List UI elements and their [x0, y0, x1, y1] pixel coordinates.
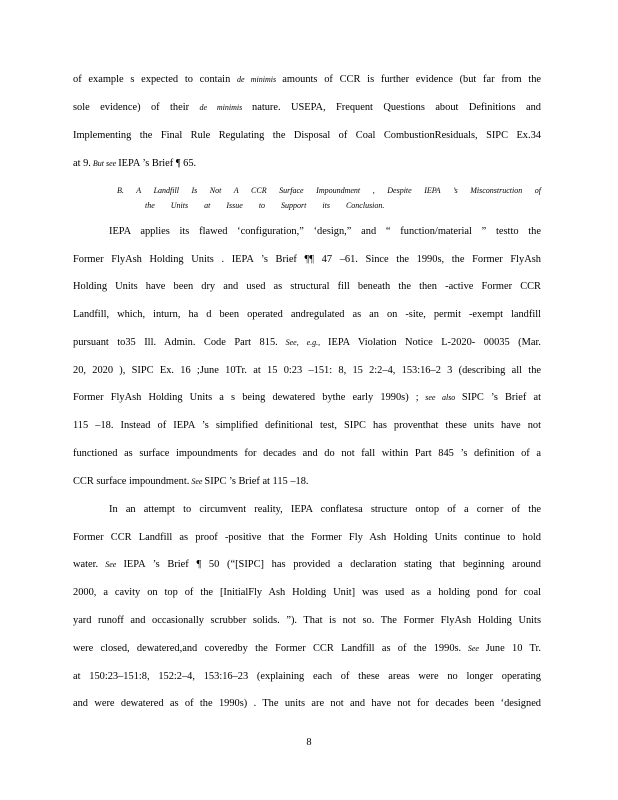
text-line: Landfill, which, inturn, ha d been operated andregulated as an on -site, permit -exempt landfill — [73, 309, 541, 320]
text-line: at 9. But see IEPA ’s Brief ¶ 65. — [73, 158, 197, 169]
text-line: Former CCR Landfill as proof -positive that the Former Fly Ash Holding Units continue to hold — [73, 532, 541, 543]
heading-word: its — [322, 201, 330, 210]
text-line: 2000, a cavity on top of the [InitialFly Ash Holding Unit] was used as a holding pond for coal — [73, 587, 541, 598]
italic-citation: de minimis — [199, 103, 253, 112]
italic-citation: See — [461, 644, 486, 653]
text-line: Former FlyAsh Holding Units a s being dewatered bythe early 1990s) ; see also SIPC ’s Brief at — [73, 392, 541, 403]
text-line: IEPA applies its flawed ‘configuration,” ‘design,” and “ function/material ” testto the — [109, 226, 541, 237]
text-line: functioned as surface impoundments for decades and do not fall within Part 845 ’s definition of a — [73, 448, 541, 459]
text-line: Implementing the Final Rule Regulating the Disposal of Coal CombustionResiduals, SIPC Ex.34 — [73, 130, 541, 141]
page-number: 8 — [306, 737, 312, 748]
text-line: 20, 2020 ), SIPC Ex. 16 ;June 10Tr. at 15 0:23 –151: 8, 15 2:2–4, 153:16–2 3 (describing all the — [73, 365, 541, 376]
heading-word: Conclusion. — [345, 201, 385, 210]
section-heading-line: B. A Landfill Is Not A CCR Surface Impoundment , Despite IEPA ’s Misconstruction of — [117, 186, 541, 195]
italic-citation: see also — [418, 393, 462, 402]
section-heading-line-2 — [145, 200, 398, 211]
text-line: Former FlyAsh Holding Units . IEPA ’s Brief ¶¶ 47 –61. Since the 1990s, the Former FlyAsh — [73, 254, 541, 265]
text-line: sole evidence) of their de minimis nature. USEPA, Frequent Questions about Definitions and — [73, 102, 541, 113]
heading-word: Issue — [226, 201, 243, 210]
text-line: and were dewatered as of the 1990s) . The units are not and have not for decades been ‘designed — [73, 698, 541, 709]
heading-word: at — [204, 201, 211, 210]
text-line: CCR surface impoundment. See SIPC ’s Brief at 115 –18. — [73, 476, 309, 487]
heading-word: Units — [170, 201, 189, 210]
heading-word: to — [258, 201, 266, 210]
text-line: at 150:23–151:8, 152:2–4, 153:16–23 (explaining each of these areas were no longer operating — [73, 671, 541, 682]
heading-word: the — [145, 201, 155, 210]
italic-citation: de minimis — [237, 75, 283, 84]
text-line: In an attempt to circumvent reality, IEPA conflatesa structure ontop of a corner of the — [109, 504, 541, 515]
text-line: yard runoff and occasionally scrubber solids. ”). That is not so. The Former FlyAsh Holding Units — [73, 615, 541, 626]
text-line: were closed, dewatered,and coveredby the Former CCR Landfill as of the 1990s. See June 10 Tr. — [73, 643, 542, 654]
text-line: water. See IEPA ’s Brief ¶ 50 (“[SIPC] has provided a declaration stating that beginning around — [73, 559, 541, 570]
text-line: pursuant to35 Ill. Admin. Code Part 815. See, e.g., IEPA Violation Notice L-2020- 00035 (Mar. — [73, 337, 541, 348]
italic-citation: See — [98, 560, 124, 569]
italic-citation: But see — [90, 159, 119, 168]
text-line: of example s expected to contain de minimis amounts of CCR is further evidence (but far from the — [73, 74, 541, 85]
italic-citation: See, e.g., — [277, 338, 329, 347]
heading-word: Support — [281, 201, 307, 210]
text-line: 115 –18. Instead of IEPA ’s simplified definitional test, SIPC has proventhat these units have not — [73, 420, 541, 431]
text-line: Holding Units have been dry and used as structural fill beneath the then -active Former CCR — [73, 281, 541, 292]
italic-citation: See — [189, 477, 205, 486]
